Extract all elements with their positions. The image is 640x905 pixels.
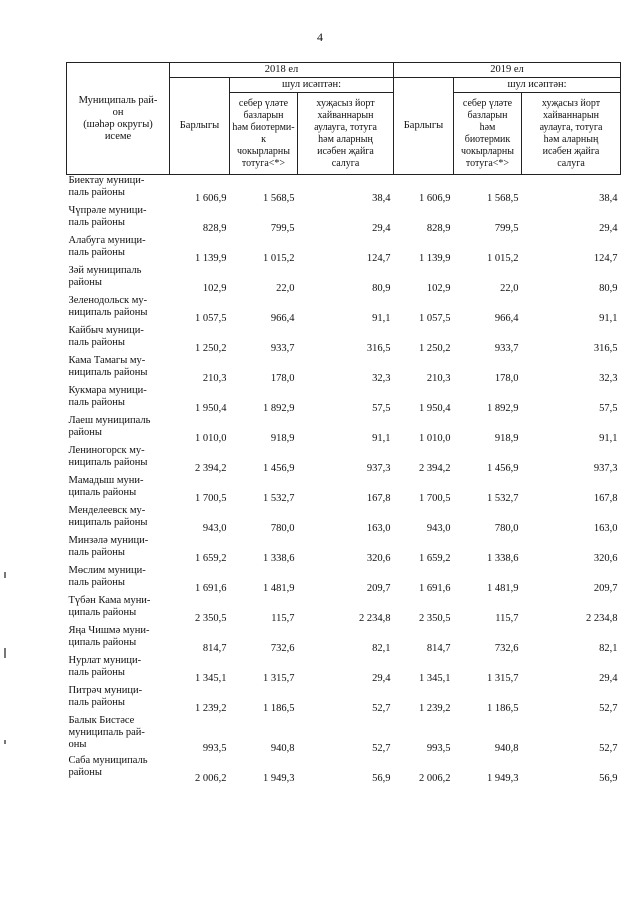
- value-cell-t19: 1 057,5: [419, 312, 451, 324]
- value-cell-t19: 2 394,2: [419, 462, 451, 474]
- value-cell-a19: 1 015,2: [487, 252, 519, 264]
- value-cell-a19: 115,7: [495, 612, 519, 624]
- table-row: [67, 205, 621, 235]
- header-anthrax-2018: себер үләте базларын һәм биотерми- к чокырларны тотуга<*>: [230, 93, 298, 175]
- value-cell-a19: 940,8: [494, 742, 519, 754]
- value-cell-t19: 943,0: [426, 522, 451, 534]
- page-number: 4: [317, 30, 323, 44]
- table-row: [67, 625, 621, 655]
- table-row: [67, 715, 621, 755]
- value-cell-t19: 993,5: [426, 742, 451, 754]
- margin-mark: [4, 648, 6, 658]
- value-cell-b19: 56,9: [599, 772, 618, 784]
- value-cell-t18: 1 139,9: [195, 252, 227, 264]
- value-cell-a18: 933,7: [270, 342, 295, 354]
- value-cell-b18: 38,4: [372, 192, 391, 204]
- table-row: [67, 355, 621, 385]
- value-cell-t18: 102,9: [202, 282, 227, 294]
- value-cell-t19: 2 006,2: [419, 772, 451, 784]
- value-cell-t19: 1 250,2: [419, 342, 451, 354]
- value-cell-t19: 1 606,9: [419, 192, 451, 204]
- data-table: [66, 62, 621, 785]
- value-cell-a19: 22,0: [500, 282, 519, 294]
- value-cell-b18: 52,7: [372, 742, 391, 754]
- district-name: Кайбыч муници- паль районы: [68, 324, 144, 348]
- table-row: [67, 505, 621, 535]
- header-including-2018: шул исәптән:: [230, 78, 394, 93]
- value-cell-t19: 1 239,2: [419, 702, 451, 714]
- header-total-2019: Барлыгы: [394, 78, 454, 175]
- value-cell-t18: 814,7: [202, 642, 227, 654]
- value-cell-b19: 209,7: [593, 582, 618, 594]
- value-cell-a19: 918,9: [494, 432, 519, 444]
- value-cell-a19: 1 338,6: [487, 552, 519, 564]
- value-cell-b18: 124,7: [366, 252, 391, 264]
- district-name: Зәй муниципаль районы: [68, 264, 142, 288]
- value-cell-a18: 940,8: [270, 742, 295, 754]
- district-name: Чүпрәле муници- паль районы: [68, 204, 147, 228]
- value-cell-t19: 1 950,4: [419, 402, 451, 414]
- district-name: Минзәлә муници- паль районы: [68, 534, 149, 558]
- value-cell-a19: 933,7: [494, 342, 519, 354]
- value-cell-b18: 209,7: [366, 582, 391, 594]
- value-cell-t18: 1 606,9: [195, 192, 227, 204]
- table-row: [67, 655, 621, 685]
- value-cell-b19: 124,7: [593, 252, 618, 264]
- value-cell-a18: 1 186,5: [263, 702, 295, 714]
- value-cell-a18: 1 456,9: [263, 462, 295, 474]
- value-cell-t18: 1 250,2: [195, 342, 227, 354]
- value-cell-t18: 2 006,2: [195, 772, 227, 784]
- table-row: [67, 755, 621, 785]
- value-cell-a19: 1 456,9: [487, 462, 519, 474]
- value-cell-a19: 732,6: [494, 642, 519, 654]
- header-total-2018: Барлыгы: [170, 78, 230, 175]
- value-cell-b19: 57,5: [599, 402, 618, 414]
- header-including-2019: шул исәптән:: [454, 78, 621, 93]
- margin-mark: [4, 740, 6, 744]
- value-cell-t18: 1 659,2: [195, 552, 227, 564]
- value-cell-a19: 966,4: [494, 312, 519, 324]
- value-cell-b19: 80,9: [599, 282, 618, 294]
- header-name-column: Муниципаль рай- он (шәһәр округы) исеме: [67, 63, 170, 175]
- value-cell-t19: 1 700,5: [419, 492, 451, 504]
- table-row: [67, 385, 621, 415]
- value-cell-a18: 732,6: [270, 642, 295, 654]
- table-row: [67, 265, 621, 295]
- value-cell-b19: 52,7: [599, 702, 618, 714]
- district-name: Кукмара муници- паль районы: [68, 384, 147, 408]
- value-cell-a19: 799,5: [494, 222, 519, 234]
- value-cell-a19: 1 315,7: [487, 672, 519, 684]
- value-cell-t18: 2 394,2: [195, 462, 227, 474]
- value-cell-t18: 1 010,0: [195, 432, 227, 444]
- value-cell-b18: 52,7: [372, 702, 391, 714]
- value-cell-t18: 943,0: [202, 522, 227, 534]
- table-row: [67, 415, 621, 445]
- value-cell-b19: 937,3: [593, 462, 618, 474]
- table-row: [67, 685, 621, 715]
- margin-mark: [4, 572, 6, 578]
- table-row: [67, 595, 621, 625]
- table-row: [67, 535, 621, 565]
- value-cell-a18: 1 015,2: [263, 252, 295, 264]
- value-cell-b19: 91,1: [599, 432, 618, 444]
- table-row: [67, 445, 621, 475]
- value-cell-b19: 29,4: [599, 222, 618, 234]
- value-cell-t19: 1 659,2: [419, 552, 451, 564]
- value-cell-t19: 1 691,6: [419, 582, 451, 594]
- value-cell-a18: 1 338,6: [263, 552, 295, 564]
- value-cell-b19: 29,4: [599, 672, 618, 684]
- value-cell-a18: 1 568,5: [263, 192, 295, 204]
- district-name: Кама Тамагы му- ниципаль районы: [68, 354, 148, 378]
- value-cell-b18: 91,1: [372, 432, 391, 444]
- value-cell-b19: 2 234,8: [586, 612, 618, 624]
- value-cell-t19: 1 139,9: [419, 252, 451, 264]
- value-cell-t18: 1 950,4: [195, 402, 227, 414]
- district-name: Мөслим муници- паль районы: [68, 564, 146, 588]
- value-cell-b18: 316,5: [366, 342, 391, 354]
- value-cell-b18: 320,6: [366, 552, 391, 564]
- value-cell-a19: 1 532,7: [487, 492, 519, 504]
- district-name: Алабуга муници- паль районы: [68, 234, 146, 258]
- table-row: [67, 295, 621, 325]
- district-name: Лаеш муниципаль районы: [68, 414, 151, 438]
- district-name: Менделеевск му- ниципаль районы: [68, 504, 148, 528]
- header-stray-animals-2018: хуҗасыз йорт хайваннарын аулауга, тотуга һәм аларның исәбен җайга салуга: [298, 93, 394, 175]
- district-name: Питрәч муници- паль районы: [68, 684, 143, 708]
- value-cell-t19: 1 010,0: [419, 432, 451, 444]
- table-row: [67, 475, 621, 505]
- value-cell-b19: 38,4: [599, 192, 618, 204]
- table-row: [67, 325, 621, 355]
- value-cell-a19: 1 949,3: [487, 772, 519, 784]
- value-cell-a18: 780,0: [270, 522, 295, 534]
- value-cell-t18: 828,9: [202, 222, 227, 234]
- table-row: [67, 565, 621, 595]
- value-cell-t19: 2 350,5: [419, 612, 451, 624]
- value-cell-t19: 814,7: [426, 642, 451, 654]
- value-cell-b18: 29,4: [372, 222, 391, 234]
- value-cell-b18: 56,9: [372, 772, 391, 784]
- value-cell-t18: 2 350,5: [195, 612, 227, 624]
- value-cell-b18: 80,9: [372, 282, 391, 294]
- value-cell-t18: 1 691,6: [195, 582, 227, 594]
- value-cell-b18: 2 234,8: [359, 612, 391, 624]
- value-cell-t18: 210,3: [202, 372, 227, 384]
- header-anthrax-2019: себер үләте базларын һәм биотермик чокырларны тотуга<*>: [454, 93, 522, 175]
- value-cell-t19: 1 345,1: [419, 672, 451, 684]
- value-cell-t19: 210,3: [426, 372, 451, 384]
- value-cell-b18: 82,1: [372, 642, 391, 654]
- value-cell-a18: 178,0: [270, 372, 295, 384]
- district-name: Балык Бистәсе муниципаль рай- оны: [68, 714, 145, 750]
- value-cell-a18: 1 532,7: [263, 492, 295, 504]
- value-cell-t19: 828,9: [426, 222, 451, 234]
- value-cell-a18: 115,7: [271, 612, 295, 624]
- value-cell-a19: 780,0: [494, 522, 519, 534]
- value-cell-b19: 32,3: [599, 372, 618, 384]
- district-name: Биектау муници- паль районы: [68, 175, 145, 198]
- value-cell-a18: 22,0: [276, 282, 295, 294]
- value-cell-b18: 32,3: [372, 372, 391, 384]
- district-name: Яңа Чишмә муни- ципаль районы: [68, 624, 150, 648]
- value-cell-a19: 1 568,5: [487, 192, 519, 204]
- value-cell-t18: 1 700,5: [195, 492, 227, 504]
- value-cell-a19: 1 481,9: [487, 582, 519, 594]
- value-cell-t18: 1 345,1: [195, 672, 227, 684]
- value-cell-t19: 102,9: [426, 282, 451, 294]
- header-stray-animals-2019: хуҗасыз йорт хайваннарын аулауга, тотуга һәм аларның исәбен җайга салуга: [522, 93, 621, 175]
- value-cell-a18: 1 892,9: [263, 402, 295, 414]
- value-cell-a19: 1 186,5: [487, 702, 519, 714]
- value-cell-b18: 91,1: [372, 312, 391, 324]
- table-row: [67, 175, 621, 205]
- value-cell-a18: 799,5: [270, 222, 295, 234]
- value-cell-b19: 82,1: [599, 642, 618, 654]
- value-cell-b19: 167,8: [593, 492, 618, 504]
- value-cell-a18: 1 481,9: [263, 582, 295, 594]
- value-cell-b18: 163,0: [366, 522, 391, 534]
- value-cell-a18: 1 315,7: [263, 672, 295, 684]
- table-row: [67, 235, 621, 265]
- district-name: Мамадыш муни- ципаль районы: [68, 474, 144, 498]
- value-cell-b18: 29,4: [372, 672, 391, 684]
- district-name: Нурлат муници- паль районы: [68, 654, 142, 678]
- value-cell-b18: 937,3: [366, 462, 391, 474]
- value-cell-b18: 57,5: [372, 402, 391, 414]
- value-cell-b19: 316,5: [593, 342, 618, 354]
- value-cell-a18: 918,9: [270, 432, 295, 444]
- value-cell-b19: 320,6: [593, 552, 618, 564]
- value-cell-b19: 91,1: [599, 312, 618, 324]
- value-cell-a18: 1 949,3: [263, 772, 295, 784]
- header-year-2019: 2019 ел: [394, 63, 621, 78]
- value-cell-a19: 178,0: [494, 372, 519, 384]
- value-cell-a18: 966,4: [270, 312, 295, 324]
- district-name: Түбән Кама муни- ципаль районы: [68, 594, 151, 618]
- value-cell-b19: 163,0: [593, 522, 618, 534]
- district-name: Лениногорск му- ниципаль районы: [68, 444, 148, 468]
- value-cell-b18: 167,8: [366, 492, 391, 504]
- value-cell-t18: 1 239,2: [195, 702, 227, 714]
- value-cell-t18: 993,5: [202, 742, 227, 754]
- value-cell-t18: 1 057,5: [195, 312, 227, 324]
- header-year-2018: 2018 ел: [170, 63, 394, 78]
- value-cell-a19: 1 892,9: [487, 402, 519, 414]
- value-cell-b19: 52,7: [599, 742, 618, 754]
- district-name: Саба муниципаль районы: [68, 754, 148, 778]
- district-name: Зеленодольск му- ниципаль районы: [68, 294, 148, 318]
